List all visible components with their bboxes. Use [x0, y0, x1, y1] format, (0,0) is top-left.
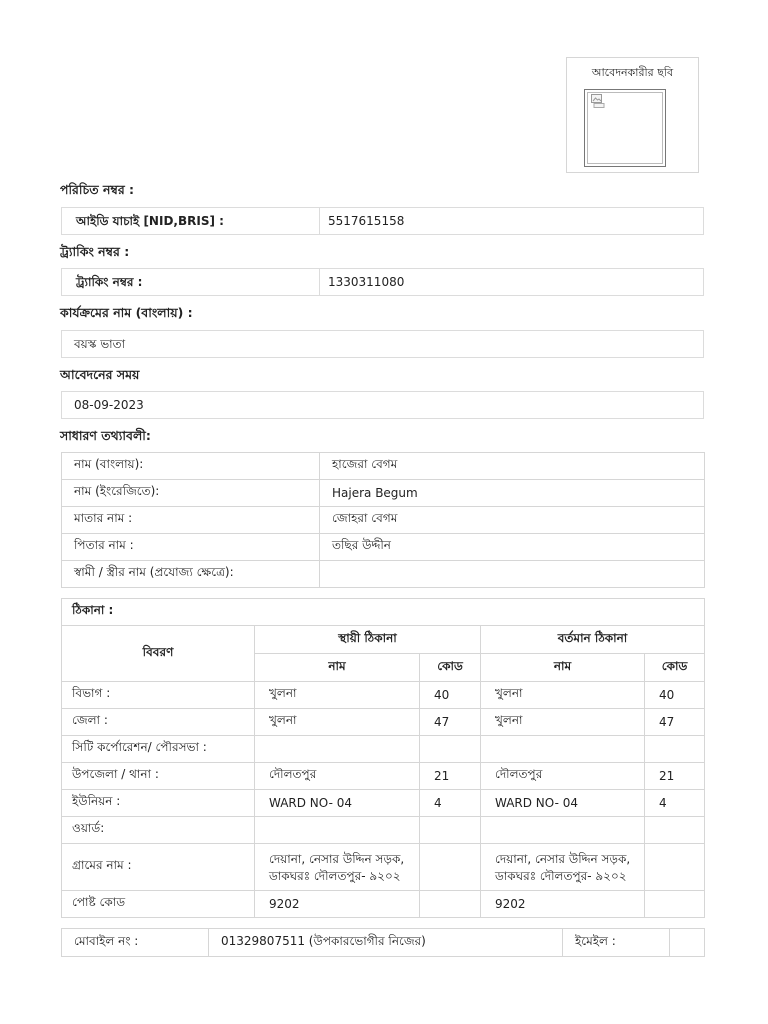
perm-code-header: কোড [420, 654, 481, 682]
email-label: ইমেইল : [563, 929, 670, 957]
perm-post-code-extra [420, 891, 481, 918]
mother-name-label: মাতার নাম : [62, 507, 320, 534]
perm-city-name [255, 736, 420, 763]
id-verification-value: 5517615158 [328, 214, 405, 228]
perm-district-name: খুলনা [255, 709, 420, 736]
village-label: গ্রামের নাম : [62, 844, 255, 891]
pres-union-code: 4 [645, 790, 705, 817]
perm-village-code [420, 844, 481, 891]
tracking-number-label: ট্র্যাকিং নম্বর : [62, 269, 320, 295]
perm-post-code: 9202 [255, 891, 420, 918]
tracking-number-value: 1330311080 [328, 275, 405, 289]
name-bn-label: নাম (বাংলায়): [62, 453, 320, 480]
table-row [62, 929, 705, 957]
applicant-photo-box [566, 57, 699, 173]
email-value [670, 929, 705, 957]
photo-caption: আবেদনকারীর ছবি [591, 66, 674, 79]
col-present-address: বর্তমান ঠিকানা [481, 626, 705, 654]
city-corporation-label: সিটি কর্পোরেশন/ পৌরসভা : [62, 736, 255, 763]
table-row [62, 736, 705, 763]
col-description: বিবরণ [62, 626, 255, 682]
spouse-name-value [320, 561, 705, 588]
mobile-value: 01329807511 (উপকারভোগীর নিজের) [209, 929, 563, 957]
pres-division-name: খুলনা [481, 682, 645, 709]
perm-upazila-code: 21 [420, 763, 481, 790]
mother-name-value: জোহরা বেগম [320, 507, 705, 534]
table-row [62, 682, 705, 709]
pres-city-name [481, 736, 645, 763]
pres-upazila-code: 21 [645, 763, 705, 790]
district-label: জেলা : [62, 709, 255, 736]
pres-ward-code [645, 817, 705, 844]
ward-label: ওয়ার্ড: [62, 817, 255, 844]
pres-district-code: 47 [645, 709, 705, 736]
broken-image-icon [591, 94, 605, 108]
pres-union-name: WARD NO- 04 [481, 790, 645, 817]
application-time-title: আবেদনের সময় [60, 367, 140, 382]
perm-union-code: 4 [420, 790, 481, 817]
perm-ward-code [420, 817, 481, 844]
perm-name-header: নাম [255, 654, 420, 682]
perm-city-code [420, 736, 481, 763]
pres-village-code [645, 844, 705, 891]
perm-union-name: WARD NO- 04 [255, 790, 420, 817]
pres-village-name: দেয়ানা, নেসার উদ্দিন সড়ক, ডাকঘরঃ দৌলতপুর- ৯২০২ [481, 844, 645, 891]
address-header-row [62, 626, 705, 654]
father-name-value: তছির উদ্দীন [320, 534, 705, 561]
pres-city-code [645, 736, 705, 763]
table-row [62, 709, 705, 736]
spouse-name-label: স্বামী / স্ত্রীর নাম (প্রযোজ্য ক্ষেত্রে): [62, 561, 320, 588]
table-row [62, 534, 705, 561]
perm-village-name: দেয়ানা, নেসার উদ্দিন সড়ক, ডাকঘরঃ দৌলতপুর- ৯২০২ [255, 844, 420, 891]
address-title: ঠিকানা : [62, 599, 705, 626]
pres-ward-name [481, 817, 645, 844]
id-verification-label: আইডি যাচাই [NID,BRIS] : [62, 208, 320, 234]
post-code-label: পোষ্ট কোড [62, 891, 255, 918]
general-info-table [61, 452, 705, 588]
tracking-section-title: ট্র্যাকিং নম্বর : [60, 244, 130, 259]
table-row [62, 561, 705, 588]
pres-name-header: নাম [481, 654, 645, 682]
pres-code-header: কোড [645, 654, 705, 682]
pres-district-name: খুলনা [481, 709, 645, 736]
perm-upazila-name: দৌলতপুর [255, 763, 420, 790]
program-section-title: কার্যক্রমের নাম (বাংলায়) : [60, 305, 193, 320]
application-time-value: 08-09-2023 [61, 391, 704, 419]
id-verification-row [61, 207, 704, 235]
perm-ward-name [255, 817, 420, 844]
applicant-photo [584, 89, 666, 167]
perm-district-code: 47 [420, 709, 481, 736]
union-label: ইউনিয়ন : [62, 790, 255, 817]
upazila-label: উপজেলা / থানা : [62, 763, 255, 790]
perm-division-name: খুলনা [255, 682, 420, 709]
table-row [62, 844, 705, 891]
pres-post-code-extra [645, 891, 705, 918]
table-row [62, 790, 705, 817]
pres-post-code: 9202 [481, 891, 645, 918]
address-table [61, 598, 705, 918]
table-row [62, 891, 705, 918]
mobile-label: মোবাইল নং : [62, 929, 209, 957]
general-info-title: সাধারণ তথ্যাবলী: [60, 428, 151, 443]
tracking-number-row [61, 268, 704, 296]
address-title-row [62, 599, 705, 626]
table-row [62, 763, 705, 790]
table-row [62, 453, 705, 480]
table-row [62, 507, 705, 534]
name-bn-value: হাজেরা বেগম [320, 453, 705, 480]
perm-division-code: 40 [420, 682, 481, 709]
father-name-label: পিতার নাম : [62, 534, 320, 561]
pres-division-code: 40 [645, 682, 705, 709]
division-label: বিভাগ : [62, 682, 255, 709]
id-section-title: পরিচিত নম্বর : [60, 182, 135, 197]
program-name-value: বয়স্ক ভাতা [61, 330, 704, 358]
name-en-label: নাম (ইংরেজিতে): [62, 480, 320, 507]
pres-upazila-name: দৌলতপুর [481, 763, 645, 790]
col-permanent-address: স্থায়ী ঠিকানা [255, 626, 481, 654]
table-row [62, 817, 705, 844]
name-en-value: Hajera Begum [320, 480, 705, 507]
table-row [62, 480, 705, 507]
contact-table [61, 928, 705, 957]
